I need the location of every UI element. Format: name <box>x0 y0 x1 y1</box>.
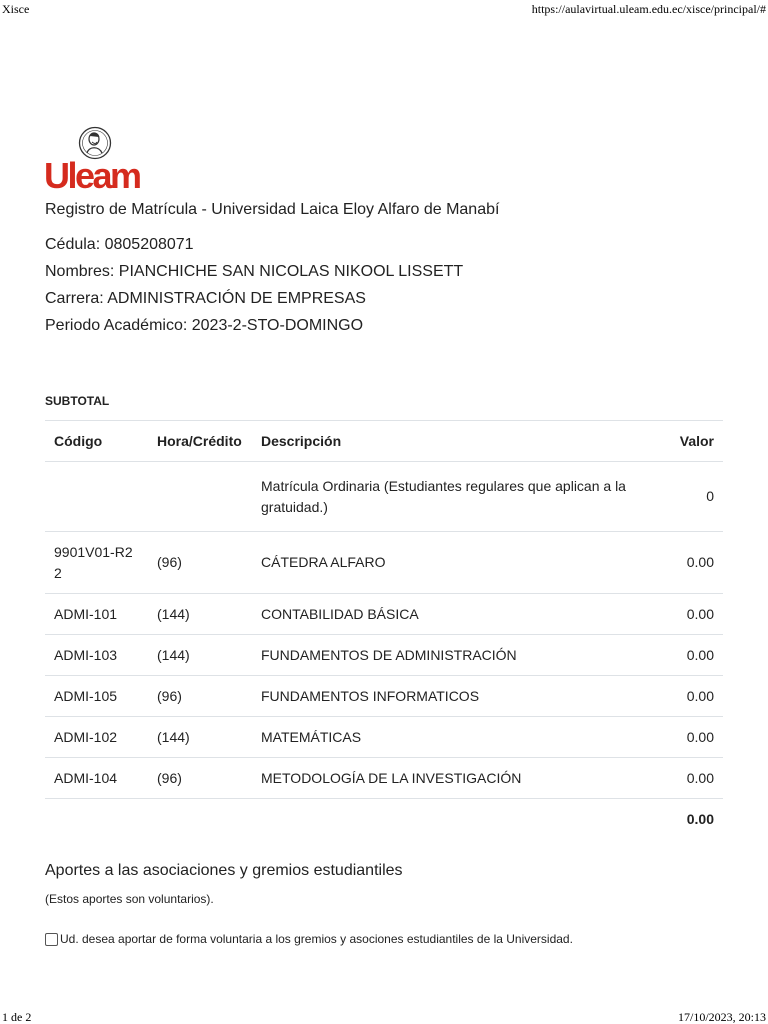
print-footer <box>0 1010 768 1024</box>
column-header-code: Código <box>45 421 148 462</box>
print-header-title: Xisce <box>2 2 30 16</box>
cell-description: Matrícula Ordinaria (Estudiantes regulares que aplican a la gratuidad.) <box>252 462 635 532</box>
cell-description: FUNDAMENTOS DE ADMINISTRACIÓN <box>252 635 635 676</box>
cell-description: FUNDAMENTOS INFORMATICOS <box>252 676 635 717</box>
aportes-note: (Estos aportes son voluntarios). <box>45 892 214 906</box>
cell-code: ADMI-102 <box>45 717 148 758</box>
table-header-row <box>45 421 723 462</box>
table-row <box>45 594 723 635</box>
student-career: Carrera: ADMINISTRACIÓN DE EMPRESAS <box>45 290 366 307</box>
cell-value: 0.00 <box>635 717 723 758</box>
cell-hours <box>148 462 252 532</box>
table-row <box>45 532 723 594</box>
student-cedula: Cédula: 0805208071 <box>45 236 194 253</box>
aportes-checkbox[interactable] <box>45 933 58 946</box>
table-row <box>45 758 723 799</box>
cell-hours: (144) <box>148 717 252 758</box>
table-total-row <box>45 799 723 840</box>
print-datetime: 17/10/2023, 20:13 <box>677 1010 766 1024</box>
table-row <box>45 635 723 676</box>
cell-description: MATEMÁTICAS <box>252 717 635 758</box>
cell-description: METODOLOGÍA DE LA INVESTIGACIÓN <box>252 758 635 799</box>
uleam-logo <box>44 126 154 196</box>
academic-period: Periodo Académico: 2023-2-STO-DOMINGO <box>45 317 364 334</box>
column-header-description: Descripción <box>252 421 635 462</box>
uleam-wordmark: Uleam <box>44 155 140 196</box>
column-header-value: Valor <box>635 421 723 462</box>
print-page-number: 1 de 2 <box>2 1010 32 1024</box>
print-header <box>0 2 768 17</box>
aportes-title: Aportes a las asociaciones y gremios estudiantiles <box>45 862 403 879</box>
cell-description: CÁTEDRA ALFARO <box>252 532 635 594</box>
cell-code: ADMI-103 <box>45 635 148 676</box>
subtotal-total: 0.00 <box>686 810 714 827</box>
cell-code <box>45 462 148 532</box>
document-title: Registro de Matrícula - Universidad Laica Eloy Alfaro de Manabí <box>45 201 500 218</box>
cell-code: 9901V01-R22 <box>45 532 148 594</box>
cell-value: 0 <box>635 462 723 532</box>
cell-hours: (96) <box>148 532 252 594</box>
aportes-checkbox-row[interactable] <box>45 932 573 946</box>
cell-description: CONTABILIDAD BÁSICA <box>252 594 635 635</box>
cell-hours: (144) <box>148 635 252 676</box>
cell-hours: (144) <box>148 594 252 635</box>
print-header-url: https://aulavirtual.uleam.edu.ec/xisce/principal/# <box>531 2 766 16</box>
student-names: Nombres: PIANCHICHE SAN NICOLAS NIKOOL LISSETT <box>45 263 464 280</box>
cell-value: 0.00 <box>635 758 723 799</box>
fees-table <box>45 420 723 839</box>
cell-code: ADMI-105 <box>45 676 148 717</box>
subtotal-label: SUBTOTAL <box>45 394 110 408</box>
table-row-matricula <box>45 462 723 532</box>
cell-value: 0.00 <box>635 676 723 717</box>
aportes-checkbox-label[interactable]: Ud. desea aportar de forma voluntaria a los gremios y asociones estudiantiles de la Universidad. <box>60 932 573 946</box>
table-row <box>45 717 723 758</box>
cell-code: ADMI-101 <box>45 594 148 635</box>
cell-hours: (96) <box>148 758 252 799</box>
cell-value: 0.00 <box>635 594 723 635</box>
cell-value: 0.00 <box>635 532 723 594</box>
cell-hours: (96) <box>148 676 252 717</box>
column-header-hours: Hora/Crédito <box>148 421 252 462</box>
cell-value: 0.00 <box>635 635 723 676</box>
cell-code: ADMI-104 <box>45 758 148 799</box>
table-row <box>45 676 723 717</box>
